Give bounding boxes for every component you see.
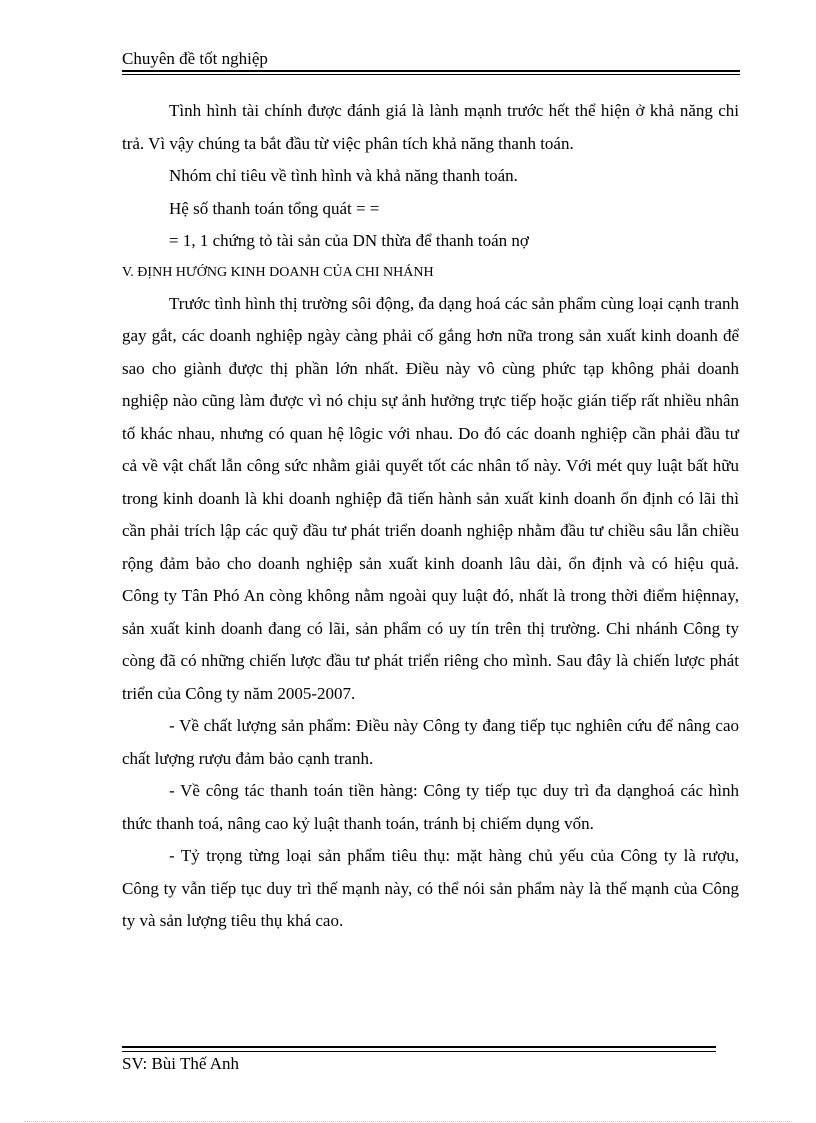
footer-rule-thin xyxy=(122,1051,716,1052)
paragraph-product-proportion: - Tỷ trọng từng loại sản phẩm tiêu thụ: mặt hàng chủ yếu của Công ty là rượu, Công ty vẫn tiếp tục duy trì thế mạnh này, có thể nói sản phẩm này là thế mạnh của Công ty và sản lượng tiêu thụ khá cao. xyxy=(122,846,739,930)
paragraph-product-quality: - Về chất lượng sản phẩm: Điều này Công ty đang tiếp tục nghiên cứu để nâng cao chất lượng rượu đảm bảo cạnh tranh. xyxy=(122,716,739,768)
paragraph-ratio-result: = 1, 1 chứng tỏ tài sản của DN thừa để thanh toán nợ xyxy=(169,231,529,250)
header-rule-thin xyxy=(122,74,740,75)
paragraph-business-orientation: Trước tình hình thị trường sôi động, đa dạng hoá các sản phẩm cùng loại cạnh tranh gay gắt, các doanh nghiệp ngày càng phải cố gắng hơn nữa trong sản xuất kinh doanh để sao cho giành được thị phần lớn nhất. Điều này vô cùng phức tạp không phải doanh nghiệp nào cũng làm được vì nó chịu sự ảnh hưởng trực tiếp hoặc gián tiếp rất nhiều nhân tố khác nhau, nhưng có quan hệ lôgic với nhau. Do đó các doanh nghiệp cần phải đầu tư cả về vật chất lẫn công sức nhằm giải quyết tốt các nhân tố này. Với mét quy luật bất hữu trong kinh doanh là khi doanh nghiệp đã tiến hành sản xuất kinh doanh ổn định có lãi thì cần phải trích lập các quỹ đầu tư phát triển doanh nghiệp nhằm đầu tư chiều sâu lẫn chiều rộng đảm bảo cho doanh nghiệp sản xuất kinh doanh lâu dài, ổn định và có hiệu quả. Công ty Tân Phó An còng không nằm ngoài quy luật đó, nhất là trong thời điểm hiệnnay, sản xuất kinh doanh đang có lãi, sản phẩm có uy tín trên thị trường. Chi nhánh Công ty còng đã có những chiến lược đầu tư phát triển riêng cho mình. Sau đây là chiến lược phát triển của Công ty năm 2005-2007. xyxy=(122,293,739,703)
section-heading: V. ĐỊNH HƯỚNG KINH DOANH CỦA CHI NHÁNH xyxy=(122,264,434,280)
paragraph-general-ratio: Hệ số thanh toán tổng quát = = xyxy=(169,198,380,218)
footer-rule xyxy=(122,1046,716,1048)
page-header-title: Chuyên đề tốt nghiệp xyxy=(122,49,268,68)
page-footer-author: SV: Bùi Thế Anh xyxy=(122,1054,239,1073)
page-edge-line xyxy=(24,1121,792,1122)
paragraph-indicator-group: Nhóm chỉ tiêu về tình hình và khả năng thanh toán. xyxy=(169,166,518,185)
header-rule xyxy=(122,70,740,72)
paragraph-payment: - Về công tác thanh toán tiền hàng: Công ty tiếp tục duy trì đa dạnghoá các hình thức thanh toá, nâng cao kỷ luật thanh toán, tránh bị chiếm dụng vốn. xyxy=(122,781,739,833)
paragraph-financial-health: Tình hình tài chính được đánh giá là lành mạnh trước hết thể hiện ở khả năng chi trả. Vì vậy chúng ta bắt đầu từ việc phân tích khả năng thanh toán. xyxy=(122,101,739,153)
document-body xyxy=(122,95,739,938)
